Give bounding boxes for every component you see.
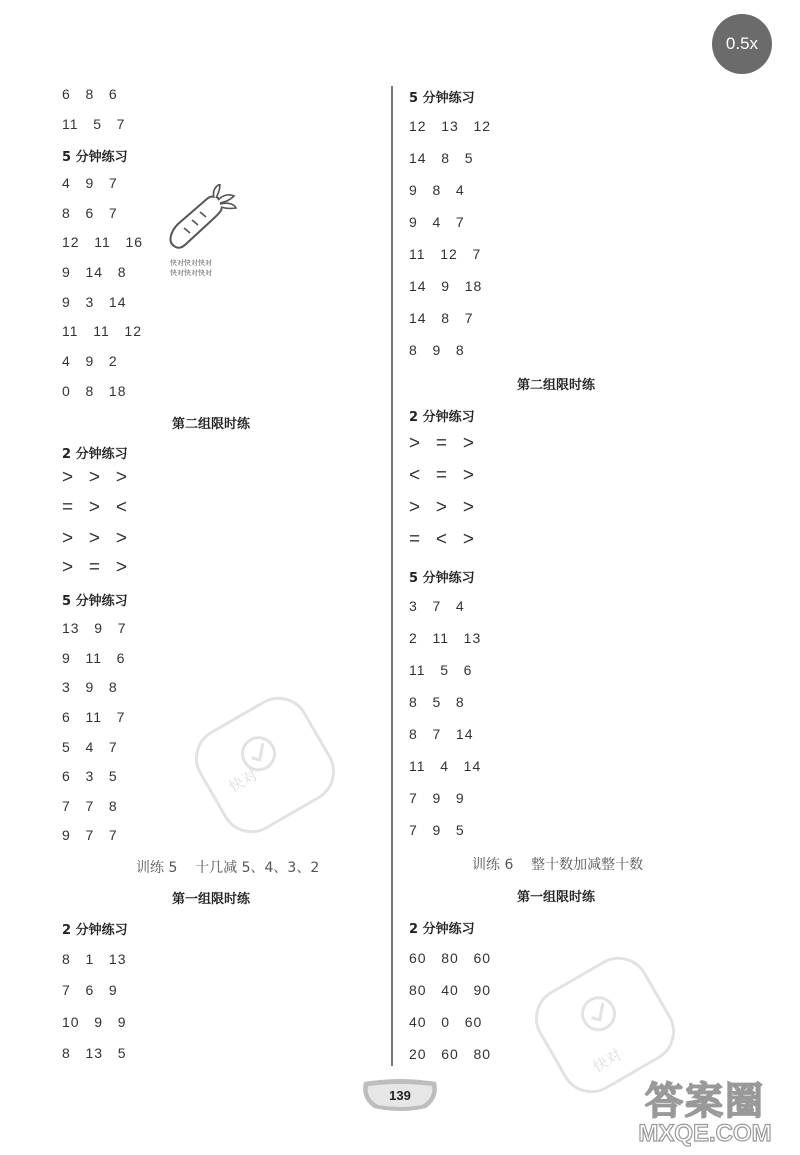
answer-row: 3 7 4 (409, 598, 465, 614)
comparison-row: > > > (62, 528, 127, 549)
answer-row: 11 5 6 (409, 662, 473, 678)
answer-row: 8 1 13 (62, 951, 127, 967)
section-heading-2min: 2 分钟练习 (62, 923, 128, 938)
answer-row: 14 8 7 (409, 310, 474, 326)
section-heading-2min: 2 分钟练习 (409, 410, 475, 425)
group-title: 第二组限时练 (172, 417, 251, 432)
comparison-row: = > < (62, 497, 127, 518)
answer-row: 9 14 8 (62, 264, 127, 280)
answer-row: 7 9 9 (409, 790, 465, 806)
answer-row: 9 11 6 (62, 650, 126, 666)
comparison-row: > = > (409, 433, 474, 454)
comparison-row: > > > (62, 467, 127, 488)
answer-row: 12 11 16 (62, 234, 144, 250)
answer-row: 5 4 7 (62, 739, 118, 755)
site-watermark: 答案圈 MXQE.COM (638, 1079, 772, 1147)
group-title: 第二组限时练 (517, 378, 596, 393)
answer-row: 2 11 13 (409, 630, 482, 646)
answer-row: 0 8 18 (62, 383, 127, 399)
section-heading-5min: 5 分钟练习 (62, 594, 128, 609)
section-heading-5min: 5 分钟练习 (409, 571, 475, 586)
answer-row: 14 9 18 (409, 278, 483, 294)
section-heading-5min: 5 分钟练习 (62, 150, 128, 165)
answer-row: 12 13 12 (409, 118, 492, 134)
answer-row: 8 7 14 (409, 726, 474, 742)
answer-row: 10 9 9 (62, 1014, 127, 1030)
page-number: 139 (360, 1078, 440, 1112)
section-heading-5min: 5 分钟练习 (409, 91, 475, 106)
answer-row: 13 9 7 (62, 620, 127, 636)
answer-row: 20 60 80 (409, 1046, 492, 1062)
group-title: 第一组限时练 (517, 890, 596, 905)
answer-row: 4 9 2 (62, 353, 118, 369)
answer-row: 6 3 5 (62, 768, 118, 784)
answer-row: 11 12 7 (409, 246, 482, 262)
watermark-logo (180, 690, 350, 844)
section-heading-2min: 2 分钟练习 (62, 447, 128, 462)
answer-row: 7 9 5 (409, 822, 465, 838)
answer-row: 8 6 7 (62, 205, 118, 221)
answer-row: 80 40 90 (409, 982, 492, 998)
lesson-title: 训练 6 整十数加减整十数 (472, 857, 644, 873)
answer-row: 8 9 8 (409, 342, 465, 358)
answer-row: 8 13 5 (62, 1045, 127, 1061)
answer-row: 3 9 8 (62, 679, 118, 695)
watermark-text: 快对 (589, 1045, 625, 1077)
answer-row: 8 5 8 (409, 694, 465, 710)
watermark-text: 快对 (225, 765, 261, 797)
answer-row: 11 4 14 (409, 758, 482, 774)
comparison-row: > > > (409, 497, 474, 518)
answer-row: 40 0 60 (409, 1014, 483, 1030)
lesson-title: 训练 5 十几减 5、4、3、2 (136, 860, 320, 876)
answer-row: 11 11 12 (62, 323, 142, 339)
comparison-row: < = > (409, 465, 474, 486)
answer-row: 6 8 6 (62, 86, 118, 102)
zoom-level-button[interactable]: 0.5x (712, 14, 772, 74)
answer-row: 7 7 8 (62, 798, 118, 814)
group-title: 第一组限时练 (172, 892, 251, 907)
answer-row: 14 8 5 (409, 150, 474, 166)
answer-row: 9 3 14 (62, 294, 127, 310)
section-heading-2min: 2 分钟练习 (409, 922, 475, 937)
carrot-caption: 快对快对快对 快对快对快对 (170, 259, 212, 277)
carrot-icon (164, 184, 240, 260)
answer-row: 9 7 7 (62, 827, 118, 843)
answer-row: 6 11 7 (62, 709, 126, 725)
column-divider (391, 86, 393, 1066)
answer-row: 7 6 9 (62, 982, 118, 998)
comparison-row: > = > (62, 557, 127, 578)
answer-row: 9 8 4 (409, 182, 465, 198)
answer-row: 9 4 7 (409, 214, 465, 230)
comparison-row: = < > (409, 529, 474, 550)
answer-row: 11 5 7 (62, 116, 126, 132)
answer-row: 4 9 7 (62, 175, 118, 191)
answer-row: 60 80 60 (409, 950, 492, 966)
